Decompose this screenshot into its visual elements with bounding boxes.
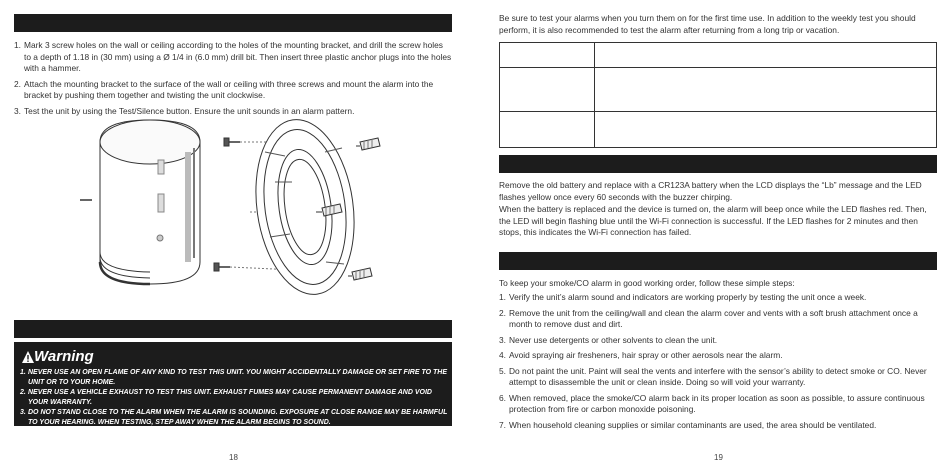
step-number: 2. — [499, 307, 506, 318]
table-row — [500, 112, 937, 148]
warning-list — [20, 368, 450, 428]
list-item — [14, 79, 452, 102]
step-text: Mark 3 screw holes on the wall or ceiling according to the holes of the mounting bracket, and drill the screw holes to a depth of 1.18 in (30 mm) using a Ø 1/4 in (6.0 mm) drill bit. Then insert three plastic anchor plugs into the holes with a hammer. — [24, 40, 452, 73]
section-header-bar — [499, 252, 937, 270]
step-text: Never use detergents or other solvents to clean the unit. — [509, 334, 718, 345]
item-number: 3. — [20, 409, 26, 416]
list-item — [499, 393, 939, 416]
list-item — [499, 366, 939, 389]
section-header-bar — [14, 320, 452, 338]
step-number: 7. — [499, 419, 506, 430]
step-text: Avoid spraying air fresheners, hair spray or other aerosols near the alarm. — [509, 350, 783, 360]
maintenance-intro: To keep your smoke/CO alarm in good working order, follow these simple steps: — [499, 278, 795, 288]
step-text: Do not paint the unit. Paint will seal the vents and interfere with the sensor’s ability to detect smoke or CO. Never attempt to disassemble the unit or clean inside. Doing so will void your warranty. — [509, 365, 927, 387]
battery-paragraph-1: Remove the old battery and replace with a CR123A battery when the LCD displays the “Lb” message and the LED flashes yellow once every 60 seconds with the buzzer chirping. — [499, 180, 922, 202]
step-text: Remove the unit from the ceiling/wall and clean the alarm cover and vents with a soft brush attachment once a month to remove dust and dirt. — [509, 307, 918, 329]
item-number: 1. — [20, 369, 26, 376]
list-item — [499, 420, 939, 432]
step-text: When household cleaning supplies or similar contaminants are used, the area should be ventilated. — [509, 419, 877, 430]
list-item — [20, 388, 450, 407]
section-header-bar — [499, 155, 937, 173]
list-item — [499, 335, 939, 347]
test-intro-paragraph: Be sure to test your alarms when you turn them on for the first time use. In addition to the weekly test you should perform, it is also recommended to test the alarm after returning from a long trip or vacation. — [499, 13, 916, 35]
step-text: Test the unit by using the Test/Silence button. Ensure the unit sounds in an alarm pattern. — [24, 105, 355, 116]
table-cell — [500, 43, 595, 68]
maintenance-steps-list — [499, 292, 939, 435]
item-text: NEVER USE A VEHICLE EXHAUST TO TEST THIS UNIT. EXHAUST FUMES MAY CAUSE PERMANENT DAMAGE AND VOID YOUR WARRANTY. — [28, 389, 432, 406]
page-number: 19 — [714, 453, 723, 462]
table-cell — [595, 68, 937, 112]
item-text: DO NOT STAND CLOSE TO THE ALARM WHEN THE ALARM IS SOUNDING. EXPOSURE AT CLOSE RANGE MAY BE HARMFUL TO YOUR HEARING. WHEN TESTING, STEP AWAY WHEN THE ALARM BEGINS TO SOUND. — [28, 409, 448, 426]
table-cell — [500, 112, 595, 148]
list-item — [499, 308, 939, 331]
table-cell — [595, 112, 937, 148]
table-cell — [595, 43, 937, 68]
step-number: 3. — [499, 334, 506, 345]
installation-illustration — [80, 112, 420, 312]
test-table — [499, 42, 937, 148]
step-number: 4. — [499, 350, 506, 360]
item-text: NEVER USE AN OPEN FLAME OF ANY KIND TO TEST THIS UNIT. YOU MIGHT ACCIDENTALLY DAMAGE OR SET FIRE TO THE UNIT OR TO YOUR HOME. — [28, 369, 447, 386]
warning-title: Warning — [34, 348, 94, 365]
list-item — [499, 292, 939, 304]
list-item — [499, 350, 939, 362]
install-steps-list — [14, 40, 452, 121]
step-number: 1. — [499, 292, 506, 302]
list-item — [20, 368, 450, 387]
warning-triangle-icon — [21, 350, 35, 364]
step-number: 1. — [14, 40, 21, 50]
section-header-bar — [14, 14, 452, 32]
warning-box — [14, 342, 452, 426]
step-text: Verify the unit’s alarm sound and indicators are working properly by testing the unit once a week. — [509, 292, 867, 302]
step-number: 3. — [14, 105, 21, 116]
step-text: Attach the mounting bracket to the surface of the wall or ceiling with three screws and mount the alarm into the bracket by pushing them together and twisting the unit clockwise. — [24, 78, 434, 100]
list-item — [20, 408, 450, 427]
table-cell — [500, 68, 595, 112]
step-number: 6. — [499, 392, 506, 403]
page-number: 18 — [229, 453, 238, 462]
step-text: When removed, place the smoke/CO alarm back in its proper location as soon as possible, to assure continuous protection from fire or carbon monoxide poisoning. — [509, 392, 925, 414]
table-row — [500, 43, 937, 68]
list-item — [14, 40, 452, 75]
table-row — [500, 68, 937, 112]
step-number: 5. — [499, 365, 506, 376]
item-number: 2. — [20, 389, 26, 396]
battery-paragraph-2: When the battery is replaced and the device is turned on, the alarm will beep once while the LED flashes red. Then, the LED will begin flashing blue until the Wi-Fi connection is successful. If the LED flashes for 2 minutes and then stops, this indicates the Wi-Fi connection has failed. — [499, 204, 927, 237]
step-number: 2. — [14, 78, 21, 89]
